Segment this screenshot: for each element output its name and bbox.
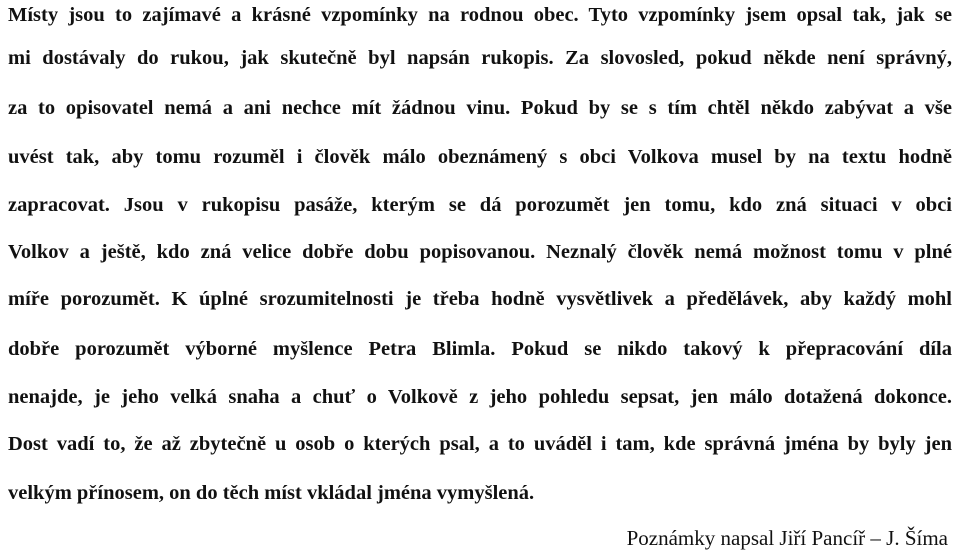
paragraph-line-5: zapracovat. Jsou v rukopisu pasáže, kterým se dá porozumět jen tomu, kdo zná situaci v obci	[8, 194, 952, 216]
paragraph-line-10: Dost vadí to, že až zbytečně u osob o kterých psal, a to uváděl i tam, kde správná jména by byly jen	[8, 433, 952, 455]
paragraph-line-9: nenajde, je jeho velká snaha a chuť o Volkově z jeho pohledu sepsat, jen málo dotažená dokonce.	[8, 386, 952, 408]
paragraph-line-2: mi dostávaly do rukou, jak skutečně byl napsán rukopis. Za slovosled, pokud někde není správný,	[8, 47, 952, 69]
signature-line: Poznámky napsal Jiří Pancíř – J. Šíma	[626, 526, 948, 550]
paragraph-line-4: uvést tak, aby tomu rozuměl i člověk málo obeznámený s obci Volkova musel by na textu hodně	[8, 146, 952, 168]
paragraph-line-3: za to opisovatel nemá a ani nechce mít žádnou vinu. Pokud by se s tím chtěl někdo zabývat a vše	[8, 97, 952, 119]
paragraph-line-1: Místy jsou to zajímavé a krásné vzpomínky na rodnou obec. Tyto vzpomínky jsem opsal tak, jak se	[8, 4, 952, 26]
paragraph-line-6: Volkov a ještě, kdo zná velice dobře dobu popisovanou. Neznalý člověk nemá možnost tomu v plné	[8, 241, 952, 263]
paragraph-line-11: velkým přínosem, on do těch míst vkládal jména vymyšlená.	[8, 482, 535, 504]
paragraph-line-7: míře porozumět. K úplné srozumitelnosti je třeba hodně vysvětlivek a předělávek, aby každý mohl	[8, 288, 952, 310]
paragraph-line-8: dobře porozumět výborné myšlence Petra Blimla. Pokud se nikdo takový k přepracování díla	[8, 338, 952, 360]
